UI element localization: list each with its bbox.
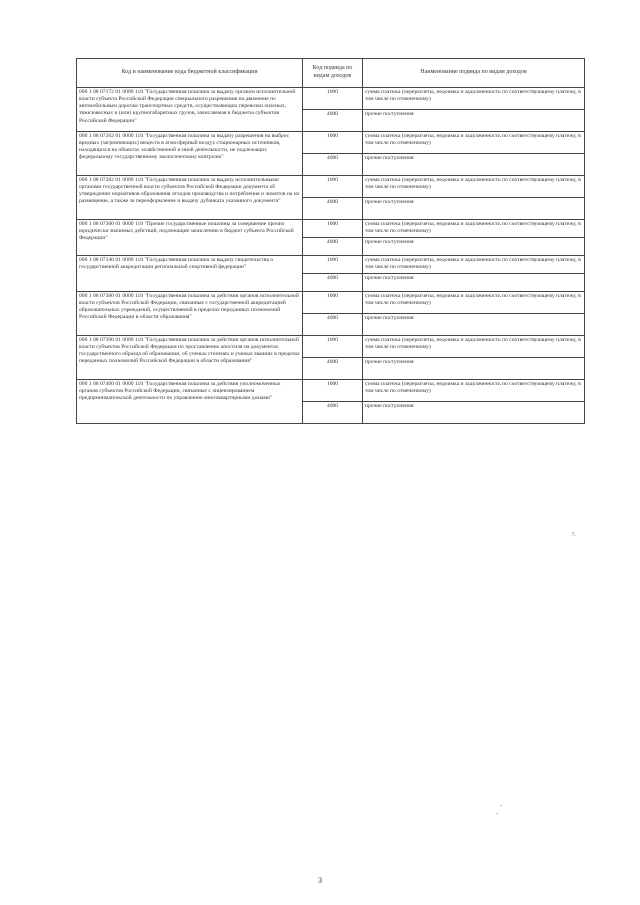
scan-speck <box>500 805 502 806</box>
subtype-code: 4000 <box>303 274 363 292</box>
subtype-code: 1000 <box>303 176 363 198</box>
subtype-code: 1000 <box>303 336 363 358</box>
subtype-code: 4000 <box>303 358 363 380</box>
budget-code-name: 000 1 08 07380 01 0000 110 "Государственная пошлина за действия органов исполнительной власти субъектов Российской Федерации, связанные с государственной аккредитацией образовательных учреждений, осуществляемой в пределах переданных полномочий Российской Федерации в области образования" <box>77 292 303 336</box>
subtype-code: 4000 <box>303 238 363 256</box>
table-row <box>77 380 585 402</box>
subtype-name: прочие поступления <box>363 238 585 256</box>
subtype-name: сумма платежа (перерасчеты, недоимка и задолженность по соответствующему платежу, в том числе по отмененному) <box>363 88 585 110</box>
budget-code-name: 000 1 08 07282 01 0000 110 "Государственная пошлина за выдачу исполнительными органами государственной власти субъектов Российской Федерации документа об утверждении нормативов образования отходов производства и потребления и лимитов на их размещение, а также за переоформление и выдачу дубликата указанного документа" <box>77 176 303 220</box>
table-header-row <box>77 59 585 88</box>
table-row <box>77 256 585 274</box>
subtype-code: 1000 <box>303 256 363 274</box>
table-row <box>77 88 585 110</box>
subtype-name: прочие поступления <box>363 358 585 380</box>
scan-speck <box>496 813 498 814</box>
table-row <box>77 292 585 314</box>
budget-code-name: 000 1 08 07340 01 0000 110 "Государственная пошлина за выдачу свидетельства о государственной аккредитации региональной спортивной федерации" <box>77 256 303 292</box>
budget-code-name: 000 1 08 07300 01 0000 110 "Прочие государственные пошлины за совершение прочих юридически значимых действий, подлежащие зачислению в бюджет субъекта Российской Федерации" <box>77 220 303 256</box>
subtype-name: сумма платежа (перерасчеты, недоимка и задолженность по соответствующему платежу, в том числе по отмененному) <box>363 220 585 238</box>
subtype-name: прочие поступления <box>363 198 585 220</box>
subtype-name: сумма платежа (перерасчеты, недоимка и задолженность по соответствующему платежу, в том числе по отмененному) <box>363 336 585 358</box>
table-row <box>77 176 585 198</box>
subtype-name: прочие поступления <box>363 314 585 336</box>
subtype-name: сумма платежа (перерасчеты, недоимка и задолженность по соответствующему платежу, в том числе по отмененному) <box>363 380 585 402</box>
table-row <box>77 220 585 238</box>
header-budget-code: Код и наименование кода бюджетной классификации <box>77 59 303 88</box>
subtype-code: 1000 <box>303 88 363 110</box>
header-subtype-code: Код подвида по видам доходов <box>303 59 363 88</box>
subtype-name: прочие поступления <box>363 110 585 132</box>
subtype-name: прочие поступления <box>363 274 585 292</box>
subtype-code: 1000 <box>303 220 363 238</box>
subtype-name: сумма платежа (перерасчеты, недоимка и задолженность по соответствующему платежу, в том числе по отмененному) <box>363 256 585 274</box>
subtype-code: 4000 <box>303 402 363 424</box>
budget-code-name: 000 1 08 07262 01 0000 110 "Государственная пошлина за выдачу разрешения на выброс вредных (загрязняющих) веществ в атмосферный воздух стационарных источников, находящихся на объектах хозяйственной и иной деятельности, не подлежащих федеральному государственному экологическому контролю" <box>77 132 303 176</box>
table-row <box>77 132 585 154</box>
subtype-code: 1000 <box>303 292 363 314</box>
subtype-code: 1000 <box>303 132 363 154</box>
subtype-code: 1000 <box>303 380 363 402</box>
header-subtype-name: Наименование подвида по видам доходов <box>363 59 585 88</box>
subtype-code: 4000 <box>303 154 363 176</box>
classification-table <box>76 58 585 424</box>
subtype-code: 4000 <box>303 110 363 132</box>
subtype-name: прочие поступления <box>363 402 585 424</box>
budget-code-name: 000 1 08 07172 01 0000 110 "Государственная пошлина за выдачу органом исполнительной власти субъекта Российской Федерации специального разрешения на движение по автомобильным дорогам транспортных средств, осуществляющих перевозки опасных, тяжеловесных и (или) крупногабаритных грузов, зачисляемая в бюджеты субъектов Российской Федерации" <box>77 88 303 132</box>
budget-code-name: 000 1 08 07390 01 0000 110 "Государственная пошлина за действия органов исполнительной власти субъектов Российской Федерации по проставлению апостиля на документах государственного образца об образовании, об ученых степенях и ученых званиях в пределах переданных полномочий Российской Федерации в области образования" <box>77 336 303 380</box>
subtype-name: прочие поступления <box>363 154 585 176</box>
subtype-code: 4000 <box>303 314 363 336</box>
subtype-name: сумма платежа (перерасчеты, недоимка и задолженность по соответствующему платежу, в том числе по отмененному) <box>363 132 585 154</box>
budget-code-name: 000 1 08 07400 01 0000 110 "Государственная пошлина за действия уполномоченных органов субъектов Российской Федерации, связанные с лицензированием предпринимательской деятельности по управлению многоквартирными домами" <box>77 380 303 424</box>
subtype-name: сумма платежа (перерасчеты, недоимка и задолженность по соответствующему платежу, в том числе по отмененному) <box>363 176 585 198</box>
page-number: 3 <box>318 876 322 885</box>
table-row <box>77 336 585 358</box>
corner-mark: 7. <box>572 533 576 538</box>
subtype-name: сумма платежа (перерасчеты, недоимка и задолженность по соответствующему платежу, в том числе по отмененному) <box>363 292 585 314</box>
subtype-code: 4000 <box>303 198 363 220</box>
